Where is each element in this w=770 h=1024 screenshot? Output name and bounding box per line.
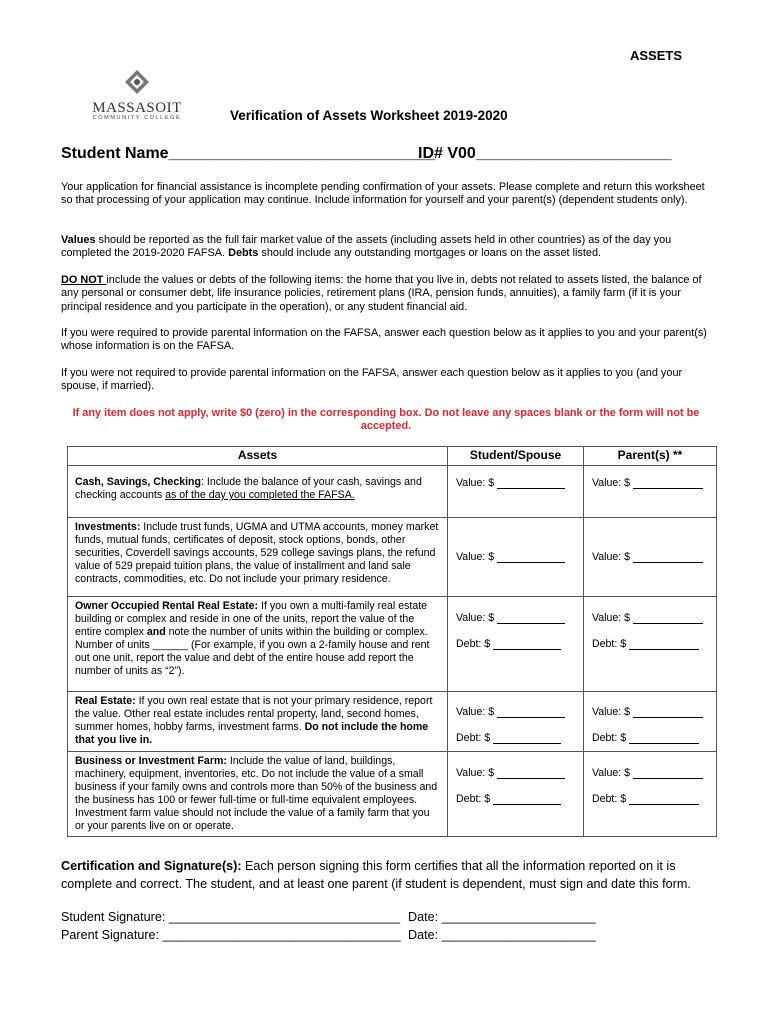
- investments-text: Include trust funds, UGMA and UTMA accounts, money market funds, mutual funds, certificates of deposit, stock options, bonds, other securities, Coverdell savings accounts, 529 college savings plans, the refund value of 529 prepaid tuition plans, the value of installment and land sale contracts, commodities, etc. Do not include your primary residence.: [75, 521, 439, 586]
- table-row-investments: [68, 518, 717, 597]
- cash-description: [68, 466, 448, 518]
- warning-text: If any item does not apply, write $0 (zero) in the corresponding box. Do not leave any spaces blank or the form will not be accepted.: [72, 407, 700, 433]
- real-estate-title: Real Estate:: [75, 695, 136, 707]
- college-logo: [92, 68, 182, 121]
- student-signature-field[interactable]: Student Signature: _________________________________: [61, 910, 400, 924]
- rental-and: and: [146, 626, 166, 639]
- logo-icon: [122, 68, 152, 96]
- business-description: [68, 752, 448, 837]
- real-estate-parent-cell: [583, 692, 716, 752]
- page-corner-label: ASSETS: [630, 48, 683, 63]
- table-row-business: [68, 752, 717, 837]
- investments-student-cell: [448, 518, 584, 597]
- real-estate-student-cell: [448, 692, 584, 752]
- real-estate-text: If you own real estate that is not your primary residence, report the value. Other real estate includes rental property, land, second homes, summer homes, hobby farms, investment farms.: [75, 695, 433, 734]
- logo-name: MASSASOIT: [92, 100, 182, 116]
- cash-underline: as of the day you completed the FAFSA.: [165, 489, 355, 502]
- header-assets: Assets: [68, 447, 448, 466]
- logo-subtitle: COMMUNITY COLLEGE: [92, 115, 182, 121]
- rental-student-value[interactable]: Value: $: [456, 605, 575, 631]
- business-parent-debt[interactable]: Debt: $: [592, 786, 708, 812]
- business-text: Include the value of land, buildings, machinery, equipment, inventories, etc. Do not include the value of a small business if your family owns and controls more than 50% of the business and the business has 100 or fewer full-time or full-time equivalent employees. Investment farm value should not include the value of a family farm that you or your parents live on or operate.: [75, 755, 438, 833]
- rental-student-debt[interactable]: Debt: $: [456, 631, 575, 657]
- investments-description: [68, 518, 448, 597]
- rental-parent-value[interactable]: Value: $: [592, 605, 708, 631]
- page-title: Verification of Assets Worksheet 2019-2020: [230, 108, 508, 123]
- investments-student-value[interactable]: Value: $: [456, 544, 575, 570]
- do-not-bold: DO NOT: [61, 274, 107, 286]
- certification-text: Each person signing this form certifies that all the information reported on it is complete and correct. The student, and at least one parent (if student is dependent, must sign and date this form.: [61, 859, 691, 891]
- cash-parent-cell: [583, 466, 716, 518]
- real-estate-parent-value[interactable]: Value: $: [592, 699, 708, 725]
- values-paragraph: [61, 234, 711, 261]
- business-student-debt[interactable]: Debt: $: [456, 786, 575, 812]
- rental-parent-debt[interactable]: Debt: $: [592, 631, 708, 657]
- investments-parent-value[interactable]: Value: $: [592, 544, 708, 570]
- assets-table: [67, 446, 717, 837]
- business-student-cell: [448, 752, 584, 837]
- parent-date-field[interactable]: Date: ______________________: [408, 928, 596, 942]
- cash-student-cell: [448, 466, 584, 518]
- cash-text: : Include the balance of your cash, savings and checking accounts: [75, 476, 422, 502]
- header-parents: Parent(s) **: [583, 447, 716, 466]
- header-student-spouse: Student/Spouse: [448, 447, 584, 466]
- certification-title: Certification and Signature(s):: [61, 859, 242, 873]
- rental-student-cell: [448, 597, 584, 692]
- business-student-value[interactable]: Value: $: [456, 760, 575, 786]
- table-header-row: [68, 447, 717, 466]
- student-name-field[interactable]: Student Name______________________________: [61, 145, 436, 162]
- business-title: Business or Investment Farm:: [75, 755, 227, 767]
- parent-signature-field[interactable]: Parent Signature: __________________________________: [61, 928, 401, 942]
- rental-description: [68, 597, 448, 692]
- investments-title: Investments:: [75, 521, 141, 533]
- exclusions-paragraph: [61, 274, 711, 314]
- cash-student-value[interactable]: Value: $: [456, 470, 575, 496]
- business-parent-value[interactable]: Value: $: [592, 760, 708, 786]
- parental-required-paragraph: If you were required to provide parental information on the FAFSA, answer each question below as it applies to you and your parent(s) whose information is on the FAFSA.: [61, 327, 707, 353]
- exclusions-text: include the values or debts of the following items: the home that you live in, debts not related to assets listed, the balance of any personal or consumer debt, life insurance policies, retirement plans (IRA, pension funds, annuities), a family farm (if it is your principal residence and you participate in the operation), or any student financial aid.: [61, 274, 702, 313]
- business-parent-cell: [583, 752, 716, 837]
- student-id-field[interactable]: ID# V00______________________: [418, 145, 672, 162]
- rental-parent-cell: [583, 597, 716, 692]
- table-row-real-estate: [68, 692, 717, 752]
- cash-parent-value[interactable]: Value: $: [592, 470, 708, 496]
- intro-paragraph: Your application for financial assistance is incomplete pending confirmation of your assets. Please complete and return this worksheet so that processing of your application may continue. Include information for yourself and your parent(s) (dependent students only).: [61, 181, 705, 207]
- table-row-cash: [68, 466, 717, 518]
- student-date-field[interactable]: Date: ______________________: [408, 910, 596, 924]
- table-row-rental: [68, 597, 717, 692]
- real-estate-exclusion: Do not include the home that you live in.: [75, 721, 429, 747]
- parental-not-required-paragraph: If you were not required to provide parental information on the FAFSA, answer each question below as it applies to you (and your spouse, if married).: [61, 367, 683, 393]
- real-estate-student-debt[interactable]: Debt: $: [456, 725, 575, 751]
- cash-title: Cash, Savings, Checking: [75, 476, 201, 488]
- real-estate-description: [68, 692, 448, 752]
- investments-parent-cell: [583, 518, 716, 597]
- debts-bold: Debts: [228, 247, 259, 260]
- values-text-2: should include any outstanding mortgages or loans on the asset listed.: [258, 247, 602, 260]
- real-estate-student-value[interactable]: Value: $: [456, 699, 575, 725]
- rental-text-1: If you own a multi-family real estate building or complex and reside in one of the units, report the value of the entire complex: [75, 600, 428, 639]
- rental-title: Owner Occupied Rental Real Estate:: [75, 600, 259, 612]
- values-text-1: should be reported as the full fair market value of the assets (including assets held in other countries) as of the day you completed the 2019-2020 FAFSA.: [61, 234, 672, 260]
- rental-text-2: note the number of units within the building or complex. Number of units ______ (For example, if you own a 2-family house and rent out one unit, report the value and debt of the entire house add report the number of units as “2”).: [75, 626, 430, 678]
- values-bold: Values: [61, 234, 96, 246]
- real-estate-parent-debt[interactable]: Debt: $: [592, 725, 708, 751]
- certification-paragraph: [61, 858, 721, 893]
